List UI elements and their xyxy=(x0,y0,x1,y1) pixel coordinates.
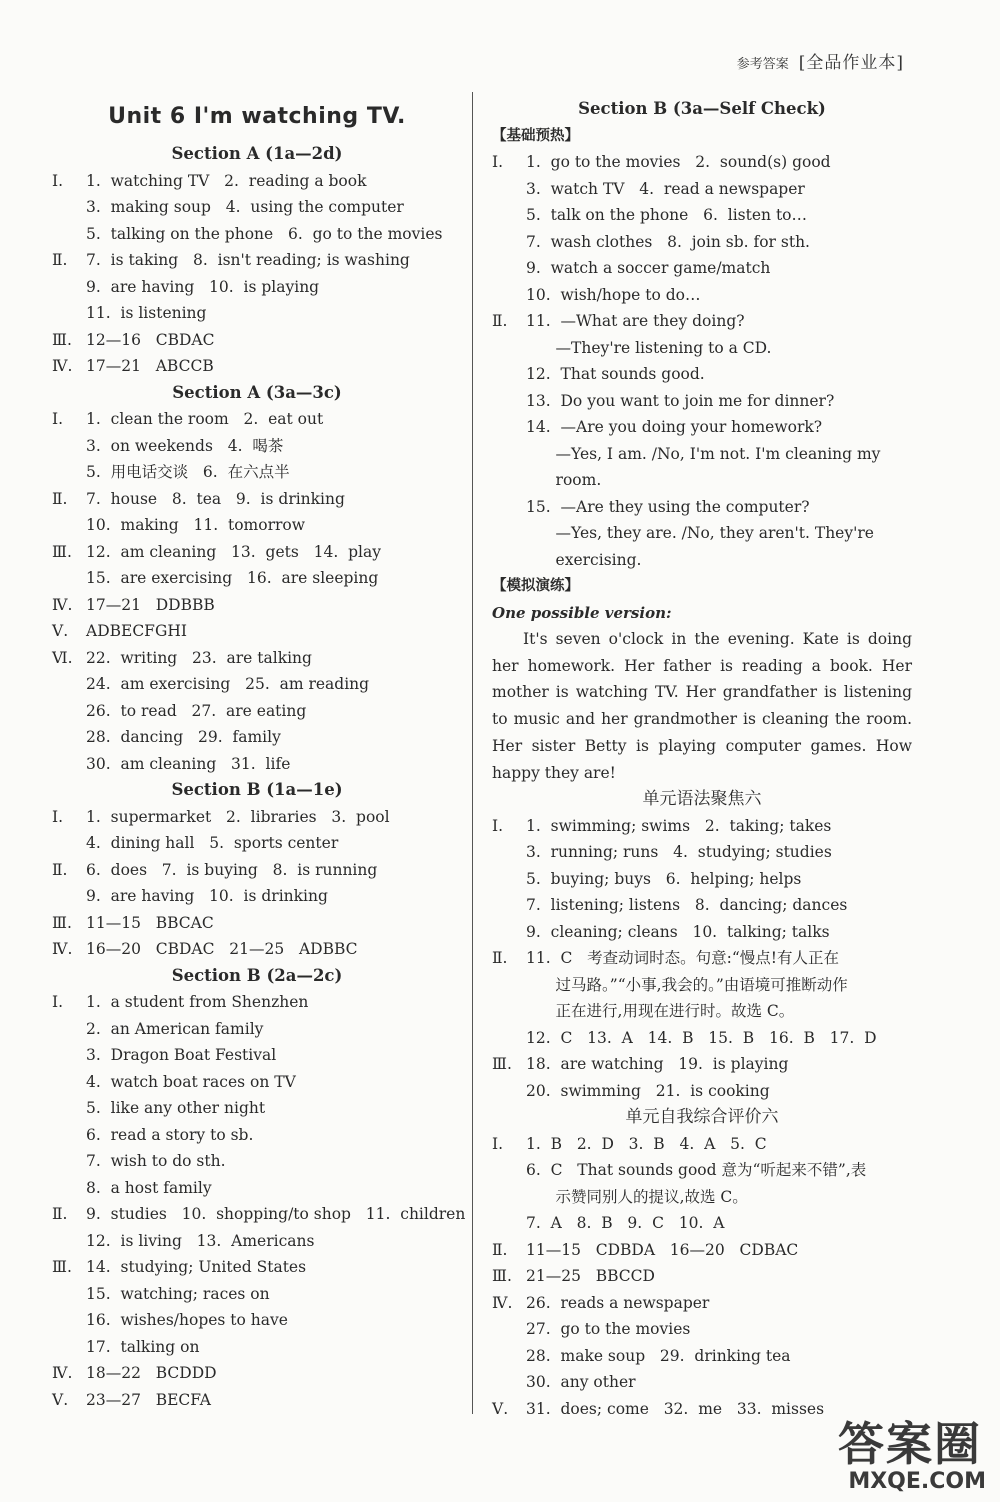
question-group-number: Ⅱ. xyxy=(492,312,508,330)
question-group-number: Ⅱ. xyxy=(52,489,68,508)
answer-row xyxy=(492,414,912,441)
question-group-number xyxy=(52,1122,86,1149)
answer-row xyxy=(492,229,912,256)
answer-row xyxy=(52,1042,462,1069)
question-group-number xyxy=(52,274,86,301)
answer-text: 7. listening; listens 8. dancing; dances xyxy=(526,896,848,915)
page-header xyxy=(737,48,904,73)
answer-row xyxy=(492,1263,912,1290)
question-group-number: Ⅰ. xyxy=(52,171,64,190)
answer-text: 16—20 CBDAC 21—25 ADBBC xyxy=(86,940,358,958)
answer-text: 6. C That sounds good 意为“听起来不错”,表 xyxy=(526,1161,867,1180)
unit-title: Unit 6 I'm watching TV. xyxy=(108,104,406,129)
answer-row xyxy=(492,892,912,919)
question-group-number: Ⅲ. xyxy=(492,1267,512,1286)
question-group-number xyxy=(492,1025,526,1052)
answer-text: 4. dining hall 5. sports center xyxy=(86,834,339,852)
question-group-number xyxy=(52,512,86,539)
question-group-number xyxy=(52,1334,86,1361)
answer-row xyxy=(52,1201,466,1228)
answer-row xyxy=(52,936,462,963)
answer-text: 4. watch boat races on TV xyxy=(86,1072,296,1091)
answer-row xyxy=(52,751,462,778)
answer-row xyxy=(52,804,462,831)
answer-row xyxy=(52,274,462,301)
right-answer-list xyxy=(492,96,912,1422)
question-group-number: Ⅲ. xyxy=(52,1258,72,1276)
question-group-number xyxy=(492,282,526,309)
answer-text: 15. —Are they using the computer? xyxy=(526,497,810,516)
answer-text: 21—25 BBCCD xyxy=(526,1267,655,1286)
answer-row xyxy=(52,645,462,672)
answer-row xyxy=(492,520,912,547)
answer-row xyxy=(52,989,462,1016)
answer-text: 17—21 DDBBB xyxy=(86,595,215,614)
answer-text: 9. watch a soccer game/match xyxy=(526,259,771,277)
question-group-number xyxy=(492,388,526,415)
question-group-number xyxy=(52,433,86,460)
answer-row xyxy=(52,512,462,539)
answer-row xyxy=(52,1095,462,1122)
question-group-number xyxy=(492,1210,526,1237)
answer-text: —Yes, they are. /No, they aren't. They're xyxy=(526,524,874,542)
answer-row xyxy=(492,149,912,176)
answer-text: 1. supermarket 2. libraries 3. pool xyxy=(86,807,390,826)
section-title: Section A (1a—2d) xyxy=(171,144,343,163)
answer-row xyxy=(52,1281,462,1308)
answer-text: 5. like any other night xyxy=(86,1099,266,1117)
answer-text: 12. C 13. A 14. B 15. B 16. B 17. D xyxy=(526,1028,877,1047)
answer-row xyxy=(52,724,462,751)
answer-text: 5. 用电话交谈 6. 在六点半 xyxy=(86,463,290,481)
answer-row xyxy=(492,1237,912,1264)
answer-text: 7. house 8. tea 9. is drinking xyxy=(86,489,345,508)
answer-text: 11—15 CDBDA 16—20 CDBAC xyxy=(526,1240,799,1259)
answer-row xyxy=(492,361,912,388)
answer-row xyxy=(492,1316,912,1343)
answer-row xyxy=(52,539,462,566)
answer-row xyxy=(492,866,912,893)
section-title: Section B (3a—Self Check) xyxy=(578,99,826,118)
answer-text: 5. talking on the phone 6. go to the movies xyxy=(86,224,443,243)
answer-text: 10. wish/hope to do… xyxy=(526,285,701,304)
subsection-tag: 【基础预热】 xyxy=(492,127,579,144)
answer-text: 13. Do you want to join me for dinner? xyxy=(526,391,835,410)
watermark-text: 答案圈 xyxy=(838,1417,982,1471)
question-group-number: Ⅳ. xyxy=(52,595,73,614)
answer-text: 9. are having 10. is drinking xyxy=(86,887,328,905)
answer-row xyxy=(52,433,462,460)
answer-row xyxy=(52,1334,462,1361)
answer-row xyxy=(492,945,912,972)
question-group-number: Ⅳ. xyxy=(52,357,73,375)
answer-row xyxy=(52,353,462,380)
answer-text: 14. studying; United States xyxy=(86,1258,307,1276)
answer-row xyxy=(492,1078,912,1105)
answer-row xyxy=(52,1307,462,1334)
answer-text: 1. a student from Shenzhen xyxy=(86,993,309,1011)
answer-row xyxy=(52,883,462,910)
answer-text: 3. on weekends 4. 喝茶 xyxy=(86,436,284,455)
answer-row xyxy=(492,308,912,335)
question-group-number xyxy=(492,892,526,919)
answer-text: 1. go to the movies 2. sound(s) good xyxy=(526,153,831,171)
question-group-number xyxy=(492,1078,526,1105)
answer-row xyxy=(52,1016,462,1043)
answer-text: —Yes, I am. /No, I'm not. I'm cleaning my xyxy=(526,444,881,463)
answer-text: 12. am cleaning 13. gets 14. play xyxy=(86,542,381,561)
answer-row xyxy=(492,1290,912,1317)
question-group-number xyxy=(52,1228,86,1255)
question-group-number: Ⅰ. xyxy=(52,410,64,428)
question-group-number: Ⅰ. xyxy=(492,1134,504,1153)
section-title: Section B (1a—1e) xyxy=(171,780,343,799)
header-label: 参考答案 xyxy=(736,57,789,72)
answer-row xyxy=(52,565,462,592)
answer-text: 3. making soup 4. using the computer xyxy=(86,198,404,216)
answer-text: 12. That sounds good. xyxy=(526,365,705,383)
answer-row xyxy=(492,1210,912,1237)
question-group-number: Ⅰ. xyxy=(52,807,64,826)
answer-row xyxy=(52,486,462,513)
question-group-number xyxy=(492,202,526,229)
question-group-number: Ⅰ. xyxy=(492,816,504,835)
question-group-number: Ⅴ. xyxy=(52,622,69,640)
answer-text: 16. wishes/hopes to have xyxy=(86,1311,288,1329)
question-group-number xyxy=(52,1281,86,1308)
answer-text: 3. Dragon Boat Festival xyxy=(86,1046,277,1064)
answer-text: 7. wash clothes 8. join sb. for sth. xyxy=(526,232,810,251)
question-group-number: Ⅱ. xyxy=(52,860,68,879)
answer-text: 1. watching TV 2. reading a book xyxy=(86,171,367,190)
answer-text: 1. clean the room 2. eat out xyxy=(86,410,324,428)
answer-text: 正在进行,用现在进行时。故选 C。 xyxy=(526,1002,795,1021)
question-group-number xyxy=(492,1369,526,1396)
answer-text: 28. make soup 29. drinking tea xyxy=(526,1346,791,1365)
answer-text: 24. am exercising 25. am reading xyxy=(86,675,370,693)
answer-text: 1. swimming; swims 2. taking; takes xyxy=(526,816,832,835)
answer-row xyxy=(52,618,462,645)
answer-row xyxy=(52,327,462,354)
answer-text: 26. to read 27. are eating xyxy=(86,701,307,720)
section-title: 单元语法聚焦六 xyxy=(642,789,762,810)
question-group-number: Ⅴ. xyxy=(52,1390,69,1409)
question-group-number xyxy=(52,1148,86,1175)
sample-essay: It's seven o'clock in the evening. Kate is doing her homework. Her father is reading a book. Her mother is watching TV. Her grandfather is listening to music and her grandmother is cleaning the room. Her sister Betty is playing computer games. How happy they are! xyxy=(492,630,912,782)
answer-text: 11—15 BBCAC xyxy=(86,913,214,932)
question-group-number xyxy=(492,361,526,388)
right-column xyxy=(492,96,912,1422)
question-group-number: Ⅲ. xyxy=(52,542,72,561)
answer-text: 26. reads a newspaper xyxy=(526,1293,710,1312)
answer-text: 9. studies 10. shopping/to shop 11. children xyxy=(86,1205,466,1223)
question-group-number xyxy=(492,972,526,999)
answer-text: 1. B 2. D 3. B 4. A 5. C xyxy=(526,1134,767,1153)
answer-row xyxy=(52,1069,462,1096)
answer-text: 15. are exercising 16. are sleeping xyxy=(86,569,379,587)
question-group-number xyxy=(492,919,526,946)
answer-row xyxy=(52,1360,462,1387)
answer-text: 7. wish to do sth. xyxy=(86,1152,226,1170)
question-group-number xyxy=(492,1343,526,1370)
answer-row xyxy=(492,1343,912,1370)
answer-text: 11. is listening xyxy=(86,304,207,322)
answer-row xyxy=(52,592,462,619)
answer-text: 15. watching; races on xyxy=(86,1284,270,1303)
answer-row xyxy=(492,388,912,415)
answer-row xyxy=(492,1369,912,1396)
answer-row xyxy=(52,1387,462,1414)
header-book-title: [全品作业本] xyxy=(798,53,904,73)
question-group-number: Ⅳ. xyxy=(52,940,73,958)
answer-text: 7. A 8. B 9. C 10. A xyxy=(526,1214,725,1233)
left-answer-list xyxy=(52,141,466,1413)
answer-text: 28. dancing 29. family xyxy=(86,728,281,746)
answer-text: 6. does 7. is buying 8. is running xyxy=(86,860,378,879)
question-group-number xyxy=(52,1069,86,1096)
answer-text: 示赞同别人的提议,故选 C。 xyxy=(526,1187,748,1206)
question-group-number: Ⅱ. xyxy=(492,1240,508,1259)
answer-row xyxy=(492,998,912,1025)
answer-text: 23—27 BECFA xyxy=(86,1390,211,1409)
answer-row xyxy=(52,1175,462,1202)
answer-text: 12—16 CBDAC xyxy=(86,330,215,349)
question-group-number xyxy=(52,221,86,248)
answer-row xyxy=(492,813,912,840)
question-group-number xyxy=(492,866,526,893)
answer-row xyxy=(492,494,912,521)
answer-row xyxy=(492,1131,912,1158)
column-divider xyxy=(472,92,473,1414)
answer-text: 10. making 11. tomorrow xyxy=(86,516,305,534)
question-group-number: Ⅲ. xyxy=(52,913,72,932)
question-group-number xyxy=(492,520,526,547)
question-group-number: Ⅱ. xyxy=(52,251,68,269)
question-group-number xyxy=(52,751,86,778)
question-group-number xyxy=(492,1316,526,1343)
answer-text: 17. talking on xyxy=(86,1337,200,1356)
subsection-tag: 【模拟演练】 xyxy=(492,578,579,594)
answer-text: ADBECFGHI xyxy=(86,622,187,640)
question-group-number xyxy=(492,414,526,441)
answer-text: 20. swimming 21. is cooking xyxy=(526,1081,770,1100)
answer-row xyxy=(492,1184,912,1211)
question-group-number: Ⅳ. xyxy=(52,1364,73,1382)
answer-row xyxy=(492,1157,912,1184)
answer-row xyxy=(492,1051,912,1078)
section-title: 单元自我综合评价六 xyxy=(625,1107,779,1128)
question-group-number: Ⅲ. xyxy=(492,1055,512,1074)
answer-row xyxy=(52,247,462,274)
question-group-number: Ⅵ. xyxy=(52,648,73,667)
question-group-number xyxy=(52,671,86,698)
answer-text: 9. are having 10. is playing xyxy=(86,277,320,296)
answer-text: 3. watch TV 4. read a newspaper xyxy=(526,179,805,198)
answer-text: —They're listening to a CD. xyxy=(526,338,772,357)
question-group-number xyxy=(492,255,526,282)
answer-row xyxy=(492,547,912,574)
question-group-number xyxy=(492,494,526,521)
answer-row xyxy=(492,255,912,282)
question-group-number xyxy=(52,1016,86,1043)
question-group-number xyxy=(52,459,86,486)
answer-text: 6. read a story to sb. xyxy=(86,1125,254,1144)
answer-text: 11. —What are they doing? xyxy=(526,312,745,330)
answer-row xyxy=(52,300,462,327)
answer-row xyxy=(492,335,912,362)
answer-row xyxy=(492,441,912,468)
answer-row xyxy=(52,168,462,195)
answer-text: 7. is taking 8. isn't reading; is washing xyxy=(86,251,410,269)
answer-text: 18—22 BCDDD xyxy=(86,1364,217,1382)
answer-row xyxy=(52,1148,462,1175)
version-label: One possible version: xyxy=(492,603,672,622)
answer-text: 12. is living 13. Americans xyxy=(86,1231,315,1250)
answer-row xyxy=(492,1025,912,1052)
question-group-number xyxy=(52,194,86,221)
answer-text: 2. an American family xyxy=(86,1019,264,1038)
answer-text: 31. does; come 32. me 33. misses xyxy=(526,1399,825,1418)
question-group-number: Ⅱ. xyxy=(52,1205,68,1223)
question-group-number xyxy=(492,441,526,468)
answer-row xyxy=(492,919,912,946)
question-group-number: Ⅴ. xyxy=(492,1399,509,1418)
answer-text: 5. talk on the phone 6. listen to… xyxy=(526,206,807,224)
question-group-number xyxy=(52,698,86,725)
answer-text: 30. any other xyxy=(526,1373,636,1392)
answer-row xyxy=(52,830,462,857)
answer-row xyxy=(52,406,462,433)
left-column xyxy=(52,96,466,1413)
answer-text: 18. are watching 19. is playing xyxy=(526,1055,789,1074)
question-group-number: Ⅲ. xyxy=(52,330,72,349)
question-group-number xyxy=(52,300,86,327)
answer-row xyxy=(492,972,912,999)
question-group-number xyxy=(52,565,86,592)
answer-text: 过马路。”“小事,我会的。”由语境可推断动作 xyxy=(526,975,848,994)
answer-text: 5. buying; buys 6. helping; helps xyxy=(526,869,802,888)
question-group-number xyxy=(52,883,86,910)
question-group-number xyxy=(52,830,86,857)
question-group-number: Ⅰ. xyxy=(52,993,64,1011)
answer-row xyxy=(52,194,462,221)
question-group-number xyxy=(52,1175,86,1202)
question-group-number xyxy=(492,998,526,1025)
answer-row xyxy=(52,1228,462,1255)
answer-row xyxy=(492,839,912,866)
answer-row xyxy=(52,459,462,486)
question-group-number xyxy=(52,724,86,751)
answer-text: 17—21 ABCCB xyxy=(86,357,214,375)
answer-text: 3. running; runs 4. studying; studies xyxy=(526,843,832,862)
question-group-number xyxy=(52,1095,86,1122)
section-title: Section A (3a—3c) xyxy=(172,382,342,402)
section-title: Section B (2a—2c) xyxy=(171,965,343,985)
question-group-number: Ⅱ. xyxy=(492,949,508,968)
answer-row xyxy=(492,282,912,309)
question-group-number: Ⅳ. xyxy=(492,1293,513,1312)
answer-row xyxy=(52,671,462,698)
question-group-number xyxy=(52,1307,86,1334)
answer-text: 27. go to the movies xyxy=(526,1320,691,1339)
answer-row xyxy=(52,221,462,248)
question-group-number xyxy=(492,839,526,866)
answer-row xyxy=(492,467,912,494)
question-group-number xyxy=(52,1042,86,1069)
answer-text: exercising. xyxy=(526,550,642,569)
answer-text: 14. —Are you doing your homework? xyxy=(526,418,823,436)
answer-row xyxy=(52,857,462,884)
question-group-number xyxy=(492,1157,526,1184)
answer-text: 11. C 考查动词时态。句意:“慢点!有人正在 xyxy=(526,949,840,968)
answer-text: 30. am cleaning 31. life xyxy=(86,754,291,773)
answer-text: 9. cleaning; cleans 10. talking; talks xyxy=(526,922,830,941)
question-group-number xyxy=(492,547,526,574)
question-group-number xyxy=(492,467,526,494)
answer-row xyxy=(52,698,462,725)
watermark-url: MXQE.COM xyxy=(848,1469,986,1494)
answer-row xyxy=(52,1122,462,1149)
answer-text: room. xyxy=(526,471,602,489)
question-group-number xyxy=(492,176,526,203)
question-group-number xyxy=(492,335,526,362)
watermark-logo xyxy=(792,1408,992,1496)
question-group-number xyxy=(492,1184,526,1211)
answer-row xyxy=(492,202,912,229)
question-group-number xyxy=(492,229,526,256)
answer-row xyxy=(52,1254,462,1281)
answer-text: 22. writing 23. are talking xyxy=(86,648,312,667)
answer-text: 8. a host family xyxy=(86,1178,212,1197)
question-group-number: Ⅰ. xyxy=(492,153,504,171)
answer-row xyxy=(492,176,912,203)
answer-row xyxy=(52,910,462,937)
